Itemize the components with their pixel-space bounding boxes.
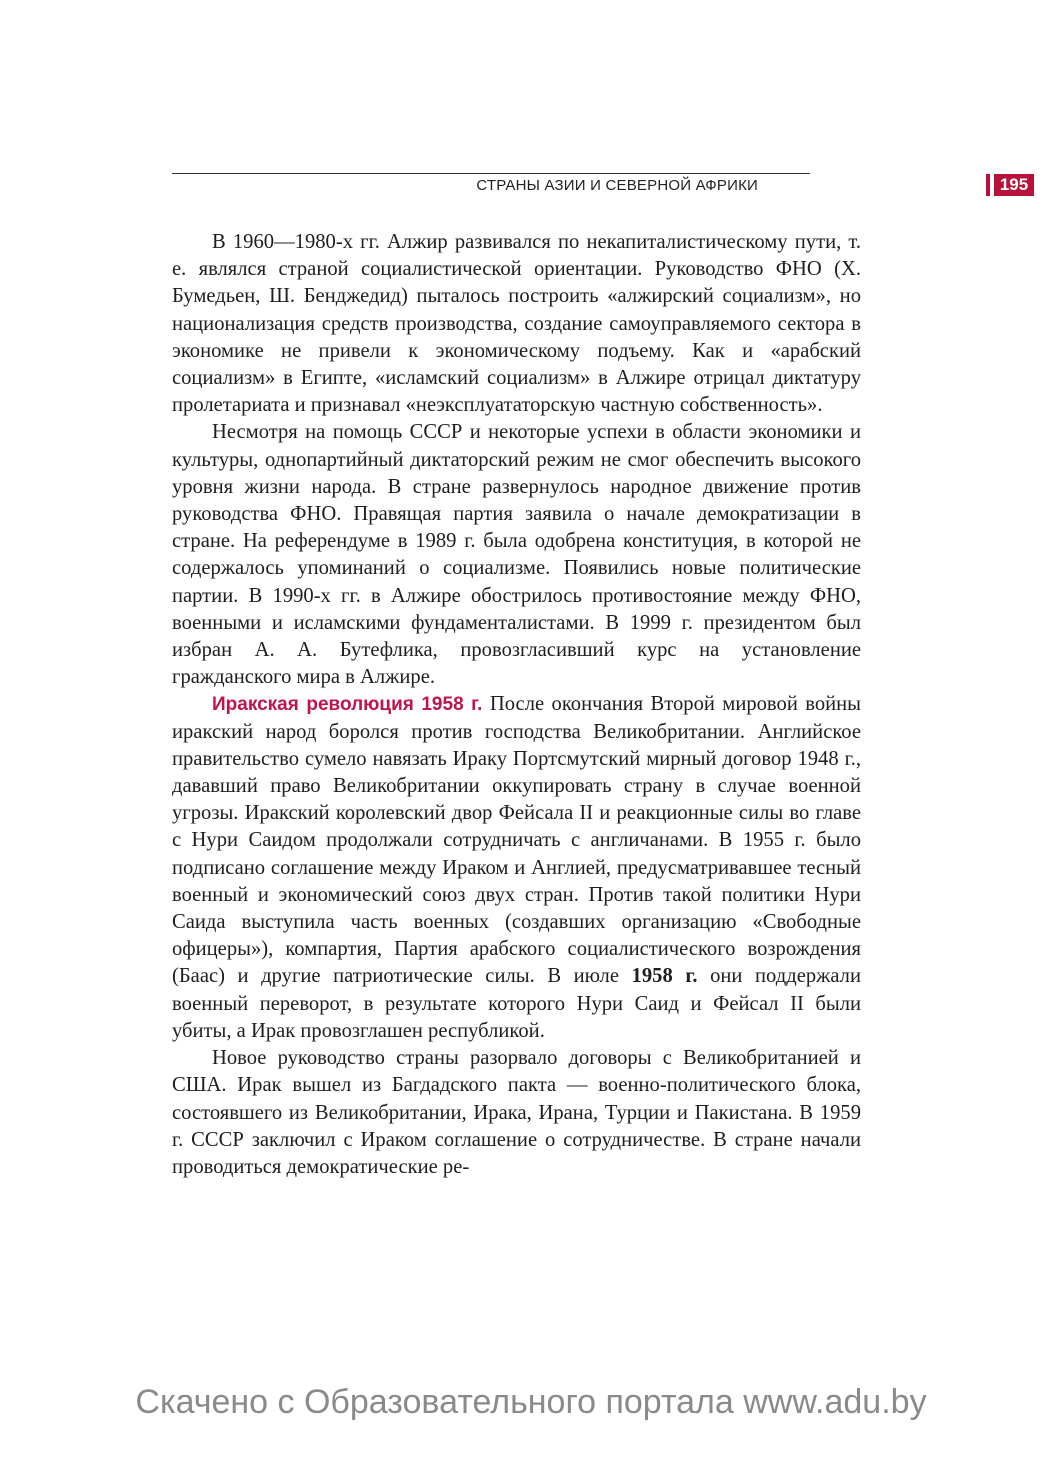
bold-date: 1958 г.	[631, 965, 698, 988]
paragraph-text: После окончания Второй мировой войны иракский народ боролся против господства Великобритании. Английское правительство сумело навязать Ираку Портсмутский мирный договор 1948 г., дававший право Великобритании оккупировать страну в случае военной угрозы. Иракский королевский двор Фейсала II и реакционные силы во главе с Нури Саидом продолжали сотрудничать с англичанами. В 1955 г. было подписано соглашение между Ираком и Англией, предусматривавшее тесный военный и экономический союз двух стран. Против такой политики Нури Саида выступила часть военных (создавших организацию «Свободные офицеры»), компартия, Партия арабского социалистического возрождения (Баас) и другие патриотические силы. В июле	[172, 693, 861, 988]
section-heading: Иракская революция 1958 г.	[212, 694, 483, 716]
header-rule	[172, 173, 810, 174]
page-number: 195	[994, 174, 1034, 196]
paragraph-text: они поддержали военный переворот, в результате которого Нури Саид и Фейсал II были убиты, а Ирак провозглашен республикой.	[172, 965, 861, 1042]
header-accent-bar	[986, 174, 990, 196]
section-title: СТРАНЫ АЗИИ И СЕВЕРНОЙ АФРИКИ	[476, 177, 758, 194]
paragraph-iraq-revolution	[172, 691, 861, 1045]
paragraph-algeria-socialism: В 1960—1980-х гг. Алжир развивался по некапиталистическому пути, т. е. являлся страной социалистической ориентации. Руководство ФНО (Х. Бумедьен, Ш. Бенджедид) пыталось построить «алжирский социализм», но национализация средств производства, создание самоуправляемого сектора в экономике не привели к экономическому подъему. Как и «арабский социализм» в Египте, «исламский социализм» в Алжире отрицал диктатуру пролетариата и признавал «неэксплуататорскую частную собственность».	[172, 231, 861, 417]
paragraph-algeria-democratization: Несмотря на помощь СССР и некоторые успехи в области экономики и культуры, однопартийный диктаторский режим не смог обеспечить высокого уровня жизни народа. В стране развернулось народное движение против руководства ФНО. Правящая партия заявила о начале демократизации в стране. На референдуме в 1989 г. была одобрена конституция, в которой не содержалось упоминаний о социализме. Появились новые политические партии. В 1990-х гг. в Алжире обострилось противостояние между ФНО, военными и исламскими фундаменталистами. В 1999 г. президентом был избран А. А. Бутефлика, провозгласивший курс на установление гражданского мира в Алжире.	[172, 421, 861, 689]
page-body	[172, 229, 861, 1181]
watermark: Скачено с Образовательного портала www.adu.by	[135, 1383, 927, 1421]
running-header	[172, 170, 1029, 200]
paragraph-iraq-new-government: Новое руководство страны разорвало договоры с Великобританией и США. Ирак вышел из Багдадского пакта — военно-политического блока, состоявшего из Великобритании, Ирака, Ирана, Турции и Пакистана. В 1959 г. СССР заключил с Ираком соглашение о сотрудничестве. В стране начали проводиться демократические ре-	[172, 1047, 861, 1178]
